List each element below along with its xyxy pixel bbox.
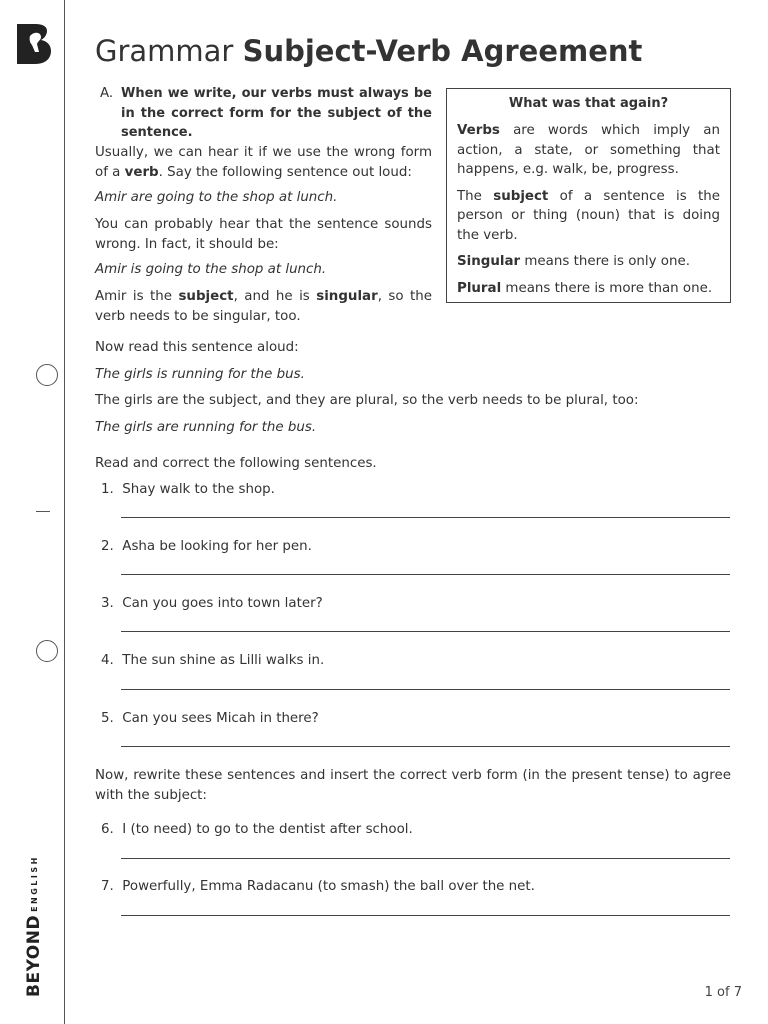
exercise-item-6 [101,820,413,840]
item-number: 7. [101,879,114,894]
reminder-verbs-term: Verbs [457,123,500,138]
title-bold: Subject-Verb Agreement [242,34,643,68]
item-text: The sun shine as Lilli walks in. [122,653,325,668]
item-number: 1. [101,482,114,497]
reminder-verbs [457,121,720,180]
brand-name: BEYOND [24,914,44,997]
item-text: Powerfully, Emma Radacanu (to smash) the ball over the net. [122,879,535,894]
intro-paragraph-1 [95,143,432,182]
page-title [95,34,642,68]
intro-p3-c: , and he is [233,289,317,304]
reminder-box-title: What was that again? [508,96,669,111]
answer-line-1[interactable] [121,517,730,518]
exercise-item-4 [101,651,324,671]
answer-line-2[interactable] [121,574,730,575]
intro-p1-text: Usually, we can hear it if we use the wrong form of a [95,145,432,180]
exercise-item-2 [101,537,312,557]
example-1: Amir are going to the shop at lunch. [95,190,338,205]
beyond-logo-icon [14,22,54,66]
reminder-box [446,88,731,303]
intro-paragraph-3 [95,287,432,326]
item-text: Can you sees Micah in there? [122,711,319,726]
answer-line-3[interactable] [121,631,730,632]
exercise-item-7 [101,877,535,897]
answer-line-5[interactable] [121,746,730,747]
answer-line-6[interactable] [121,858,730,859]
margin-line [64,0,65,1024]
intro-p3-e: , so the verb needs to be singular, too. [95,289,432,324]
item-number: 2. [101,539,114,554]
reminder-plural-term: Plural [457,280,502,296]
reminder-singular [457,252,720,272]
exercise-2-instruction: Now, rewrite these sentences and insert the correct verb form (in the present tense) to agree with the subject: [95,768,731,803]
reminder-subject [457,187,720,246]
brand-wordmark [24,855,44,997]
reminder-subject-term: subject [493,188,549,204]
reminder-subject-def: of a sentence is the person or thing (noun) that is doing the verb. [457,188,720,243]
intro-p3-a: Amir is the [95,289,179,304]
page-number: 1 of 7 [704,985,742,1000]
item-text: Asha be looking for her pen. [122,539,312,554]
reminder-plural [457,279,720,299]
item-text: I (to need) to go to the dentist after school. [122,822,413,837]
exercise-1-instruction: Read and correct the following sentences. [95,456,377,471]
punch-hole-bottom [36,640,58,662]
term-subject: subject [178,289,234,304]
punch-hole-top [36,364,58,386]
exercise-item-3 [101,594,323,614]
title-light: Grammar [95,34,234,68]
center-mark [36,511,50,512]
reminder-subject-pre: The [457,188,494,204]
term-verb: verb [124,164,159,180]
section-a-instruction: When we write, our verbs must always be in the correct form for the subject of the sentence. [121,86,432,140]
reminder-singular-def: means there is only one. [520,254,690,269]
exercise-item-1 [101,480,275,500]
example-3: The girls is running for the bus. [95,367,305,382]
reminder-plural-def: means there is more than one. [501,280,713,296]
term-singular: singular [316,289,378,304]
reminder-singular-term: Singular [457,254,521,269]
item-number: 6. [101,822,114,837]
intro-p1-text-end: . Say the following sentence out loud: [158,164,412,180]
item-number: 3. [101,596,114,611]
intro-paragraph-4: Now read this sentence aloud: [95,340,299,355]
item-number: 5. [101,711,114,726]
item-text: Can you goes into town later? [122,596,323,611]
intro-paragraph-5: The girls are the subject, and they are plural, so the verb needs to be plural, too: [95,393,639,408]
intro-paragraph-2: You can probably hear that the sentence sounds wrong. In fact, it should be: [95,217,432,252]
exercise-item-5 [101,709,319,729]
brand-sub: ENGLISH [30,855,39,912]
example-4: The girls are running for the bus. [95,420,317,435]
answer-line-4[interactable] [121,689,730,690]
item-number: 4. [101,653,114,668]
reminder-verbs-def: are words which imply an action, a state, or something that happens, e.g. walk, be, progress. [457,123,720,177]
item-text: Shay walk to the shop. [122,482,275,497]
answer-line-7[interactable] [121,915,730,916]
example-2: Amir is going to the shop at lunch. [95,262,327,277]
section-a-label: A. [100,86,114,101]
